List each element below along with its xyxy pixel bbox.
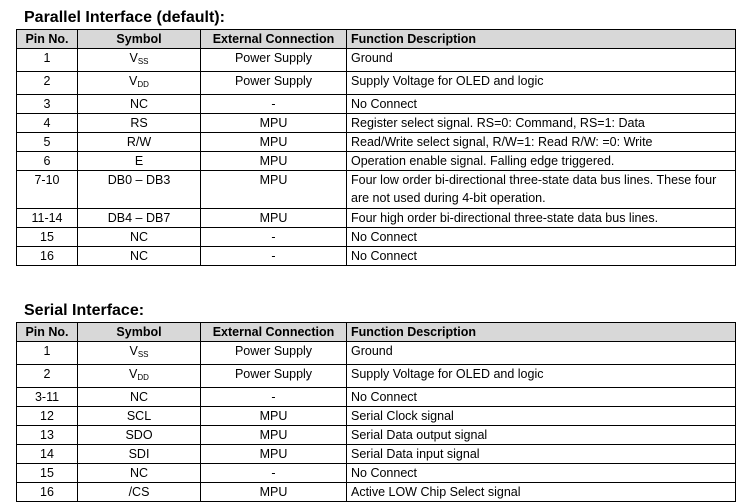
header-symbol: Symbol [78, 323, 201, 342]
serial-interface-title: Serial Interface: [24, 302, 145, 319]
symbol-text: /CS [128, 485, 150, 499]
symbol-text: DB4 – DB7 [107, 211, 171, 225]
symbol-cell [78, 388, 201, 407]
table-row [17, 228, 736, 247]
external-connection-cell: MPU [201, 171, 347, 209]
pin-number-cell: 15 [17, 228, 78, 247]
symbol-cell [78, 365, 201, 388]
header-external-connection: External Connection [201, 30, 347, 49]
symbol-text: NC [129, 466, 149, 480]
function-description-cell: Active LOW Chip Select signal [347, 483, 736, 502]
function-description-cell: No Connect [347, 228, 736, 247]
symbol-text: R/W [126, 135, 152, 149]
pin-number-cell: 15 [17, 464, 78, 483]
pin-number-cell: 16 [17, 247, 78, 266]
table-row [17, 209, 736, 228]
external-connection-cell: MPU [201, 483, 347, 502]
external-connection-cell: Power Supply [201, 72, 347, 95]
parallel-interface-table [16, 29, 736, 266]
external-connection-cell: - [201, 228, 347, 247]
parallel-rows [17, 49, 736, 266]
function-description-cell: No Connect [347, 95, 736, 114]
symbol-text: V [129, 367, 138, 381]
header-function-description: Function Description [347, 30, 736, 49]
symbol-text: E [134, 154, 144, 168]
symbol-cell [78, 228, 201, 247]
symbol-cell [78, 152, 201, 171]
function-description-cell: Read/Write select signal, R/W=1: Read R/W: =0: Write [347, 133, 736, 152]
external-connection-cell: MPU [201, 426, 347, 445]
header-symbol: Symbol [78, 30, 201, 49]
external-connection-cell: - [201, 464, 347, 483]
table-row [17, 342, 736, 365]
external-connection-cell: - [201, 388, 347, 407]
external-connection-cell: Power Supply [201, 365, 347, 388]
external-connection-cell: Power Supply [201, 342, 347, 365]
external-connection-cell: MPU [201, 133, 347, 152]
symbol-text: V [129, 344, 138, 358]
pin-number-cell: 2 [17, 72, 78, 95]
table-row [17, 483, 736, 502]
symbol-subscript: SS [137, 57, 149, 66]
symbol-text: RS [130, 116, 148, 130]
function-description-cell: Ground [347, 49, 736, 72]
external-connection-cell: Power Supply [201, 49, 347, 72]
external-connection-cell: MPU [201, 209, 347, 228]
symbol-cell [78, 49, 201, 72]
table-row [17, 247, 736, 266]
table-row [17, 95, 736, 114]
external-connection-cell: MPU [201, 114, 347, 133]
symbol-cell [78, 342, 201, 365]
external-connection-cell: MPU [201, 407, 347, 426]
serial-rows [17, 342, 736, 502]
function-description-cell: No Connect [347, 464, 736, 483]
symbol-text: SCL [126, 409, 152, 423]
table-row [17, 152, 736, 171]
symbol-cell [78, 247, 201, 266]
parallel-interface-title: Parallel Interface (default): [24, 9, 225, 26]
function-description-cell: No Connect [347, 247, 736, 266]
header-function-description: Function Description [347, 323, 736, 342]
symbol-cell [78, 426, 201, 445]
symbol-text: V [129, 74, 138, 88]
pin-number-cell: 13 [17, 426, 78, 445]
symbol-text: NC [129, 97, 149, 111]
symbol-text: NC [129, 230, 149, 244]
table-row [17, 407, 736, 426]
header-pin-no: Pin No. [17, 323, 78, 342]
symbol-cell [78, 114, 201, 133]
table-row [17, 464, 736, 483]
symbol-cell [78, 445, 201, 464]
pin-number-cell: 11-14 [17, 209, 78, 228]
function-description-cell: Register select signal. RS=0: Command, RS=1: Data [347, 114, 736, 133]
pin-number-cell: 3 [17, 95, 78, 114]
table-row [17, 426, 736, 445]
serial-interface-table [16, 322, 736, 502]
pin-number-cell: 5 [17, 133, 78, 152]
pin-number-cell: 1 [17, 49, 78, 72]
function-description-cell: Serial Data input signal [347, 445, 736, 464]
symbol-text: SDI [128, 447, 150, 461]
table-row [17, 133, 736, 152]
pin-number-cell: 12 [17, 407, 78, 426]
external-connection-cell: - [201, 95, 347, 114]
table-row [17, 72, 736, 95]
pin-number-cell: 14 [17, 445, 78, 464]
pin-number-cell: 7-10 [17, 171, 78, 209]
pin-number-cell: 6 [17, 152, 78, 171]
external-connection-cell: - [201, 247, 347, 266]
table-header-row [17, 323, 736, 342]
function-description-cell: Four high order bi-directional three-state data bus lines. [347, 209, 736, 228]
function-description-cell: Four low order bi-directional three-state data bus lines. These four are not used during 4-bit operation. [347, 171, 736, 209]
function-description-cell: Serial Data output signal [347, 426, 736, 445]
function-description-cell: Operation enable signal. Falling edge triggered. [347, 152, 736, 171]
function-description-cell: Serial Clock signal [347, 407, 736, 426]
symbol-cell [78, 171, 201, 209]
symbol-text: NC [129, 249, 149, 263]
pin-number-cell: 16 [17, 483, 78, 502]
symbol-cell [78, 407, 201, 426]
function-description-cell: Supply Voltage for OLED and logic [347, 72, 736, 95]
symbol-cell [78, 72, 201, 95]
function-description-cell: Supply Voltage for OLED and logic [347, 365, 736, 388]
function-description-cell: Ground [347, 342, 736, 365]
symbol-text: NC [129, 390, 149, 404]
table-row [17, 171, 736, 209]
table-row [17, 445, 736, 464]
symbol-subscript: SS [137, 350, 149, 359]
external-connection-cell: MPU [201, 445, 347, 464]
symbol-cell [78, 464, 201, 483]
pin-number-cell: 1 [17, 342, 78, 365]
table-row [17, 365, 736, 388]
symbol-cell [78, 209, 201, 228]
symbol-cell [78, 133, 201, 152]
symbol-cell [78, 483, 201, 502]
table-row [17, 388, 736, 407]
table-header-row [17, 30, 736, 49]
pin-number-cell: 3-11 [17, 388, 78, 407]
symbol-subscript: DD [137, 373, 149, 382]
symbol-subscript: DD [137, 80, 149, 89]
table-row [17, 49, 736, 72]
pin-number-cell: 2 [17, 365, 78, 388]
symbol-cell [78, 95, 201, 114]
header-pin-no: Pin No. [17, 30, 78, 49]
pin-number-cell: 4 [17, 114, 78, 133]
function-description-cell: No Connect [347, 388, 736, 407]
symbol-text: SDO [125, 428, 153, 442]
external-connection-cell: MPU [201, 152, 347, 171]
symbol-text: DB0 – DB3 [107, 173, 171, 187]
symbol-text: V [129, 51, 138, 65]
header-external-connection: External Connection [201, 323, 347, 342]
table-row [17, 114, 736, 133]
